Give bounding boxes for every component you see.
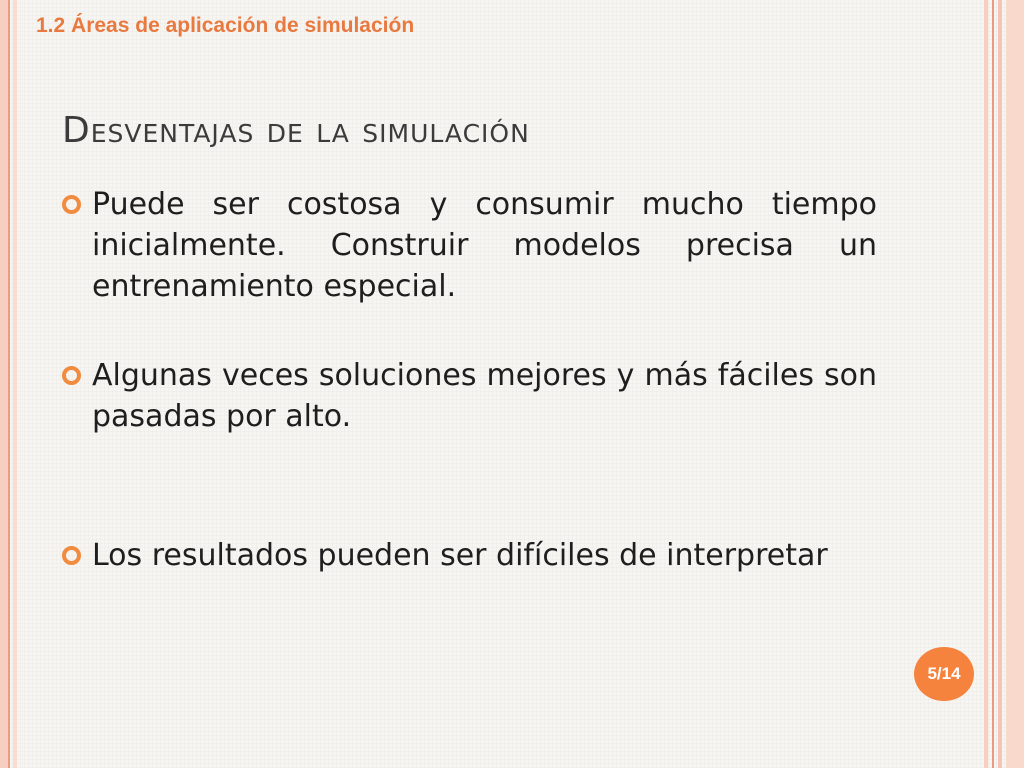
- bullet-text: Puede ser costosa y consumir mucho tiempo inicialmente. Construir modelos precisa un entrenamiento especial.: [92, 187, 877, 304]
- ring-bullet-icon: [62, 546, 81, 565]
- bullet-text: Los resultados pueden ser difíciles de interpretar: [92, 538, 828, 573]
- page-number-badge: 5/14: [914, 647, 974, 701]
- bullet-list: [62, 184, 877, 576]
- left-border-stripe-inner: [13, 0, 17, 768]
- right-border-stripe-mid: [998, 0, 1002, 768]
- left-border-stripe: [0, 0, 8, 768]
- left-border-line: [8, 0, 10, 768]
- ring-bullet-icon: [62, 195, 81, 214]
- section-header: 1.2 Áreas de aplicación de simulación: [36, 14, 415, 37]
- bullet-text: Algunas veces soluciones mejores y más fáciles son pasadas por alto.: [92, 358, 877, 434]
- bullet-item: [62, 184, 877, 307]
- right-border-stripe: [1006, 0, 1024, 768]
- bullet-item: [62, 355, 877, 437]
- right-border-stripe-inner: [984, 0, 988, 768]
- ring-bullet-icon: [62, 366, 81, 385]
- slide-title: Desventajas de la simulación: [62, 110, 530, 151]
- right-border-line: [992, 0, 994, 768]
- bullet-item: [62, 535, 877, 576]
